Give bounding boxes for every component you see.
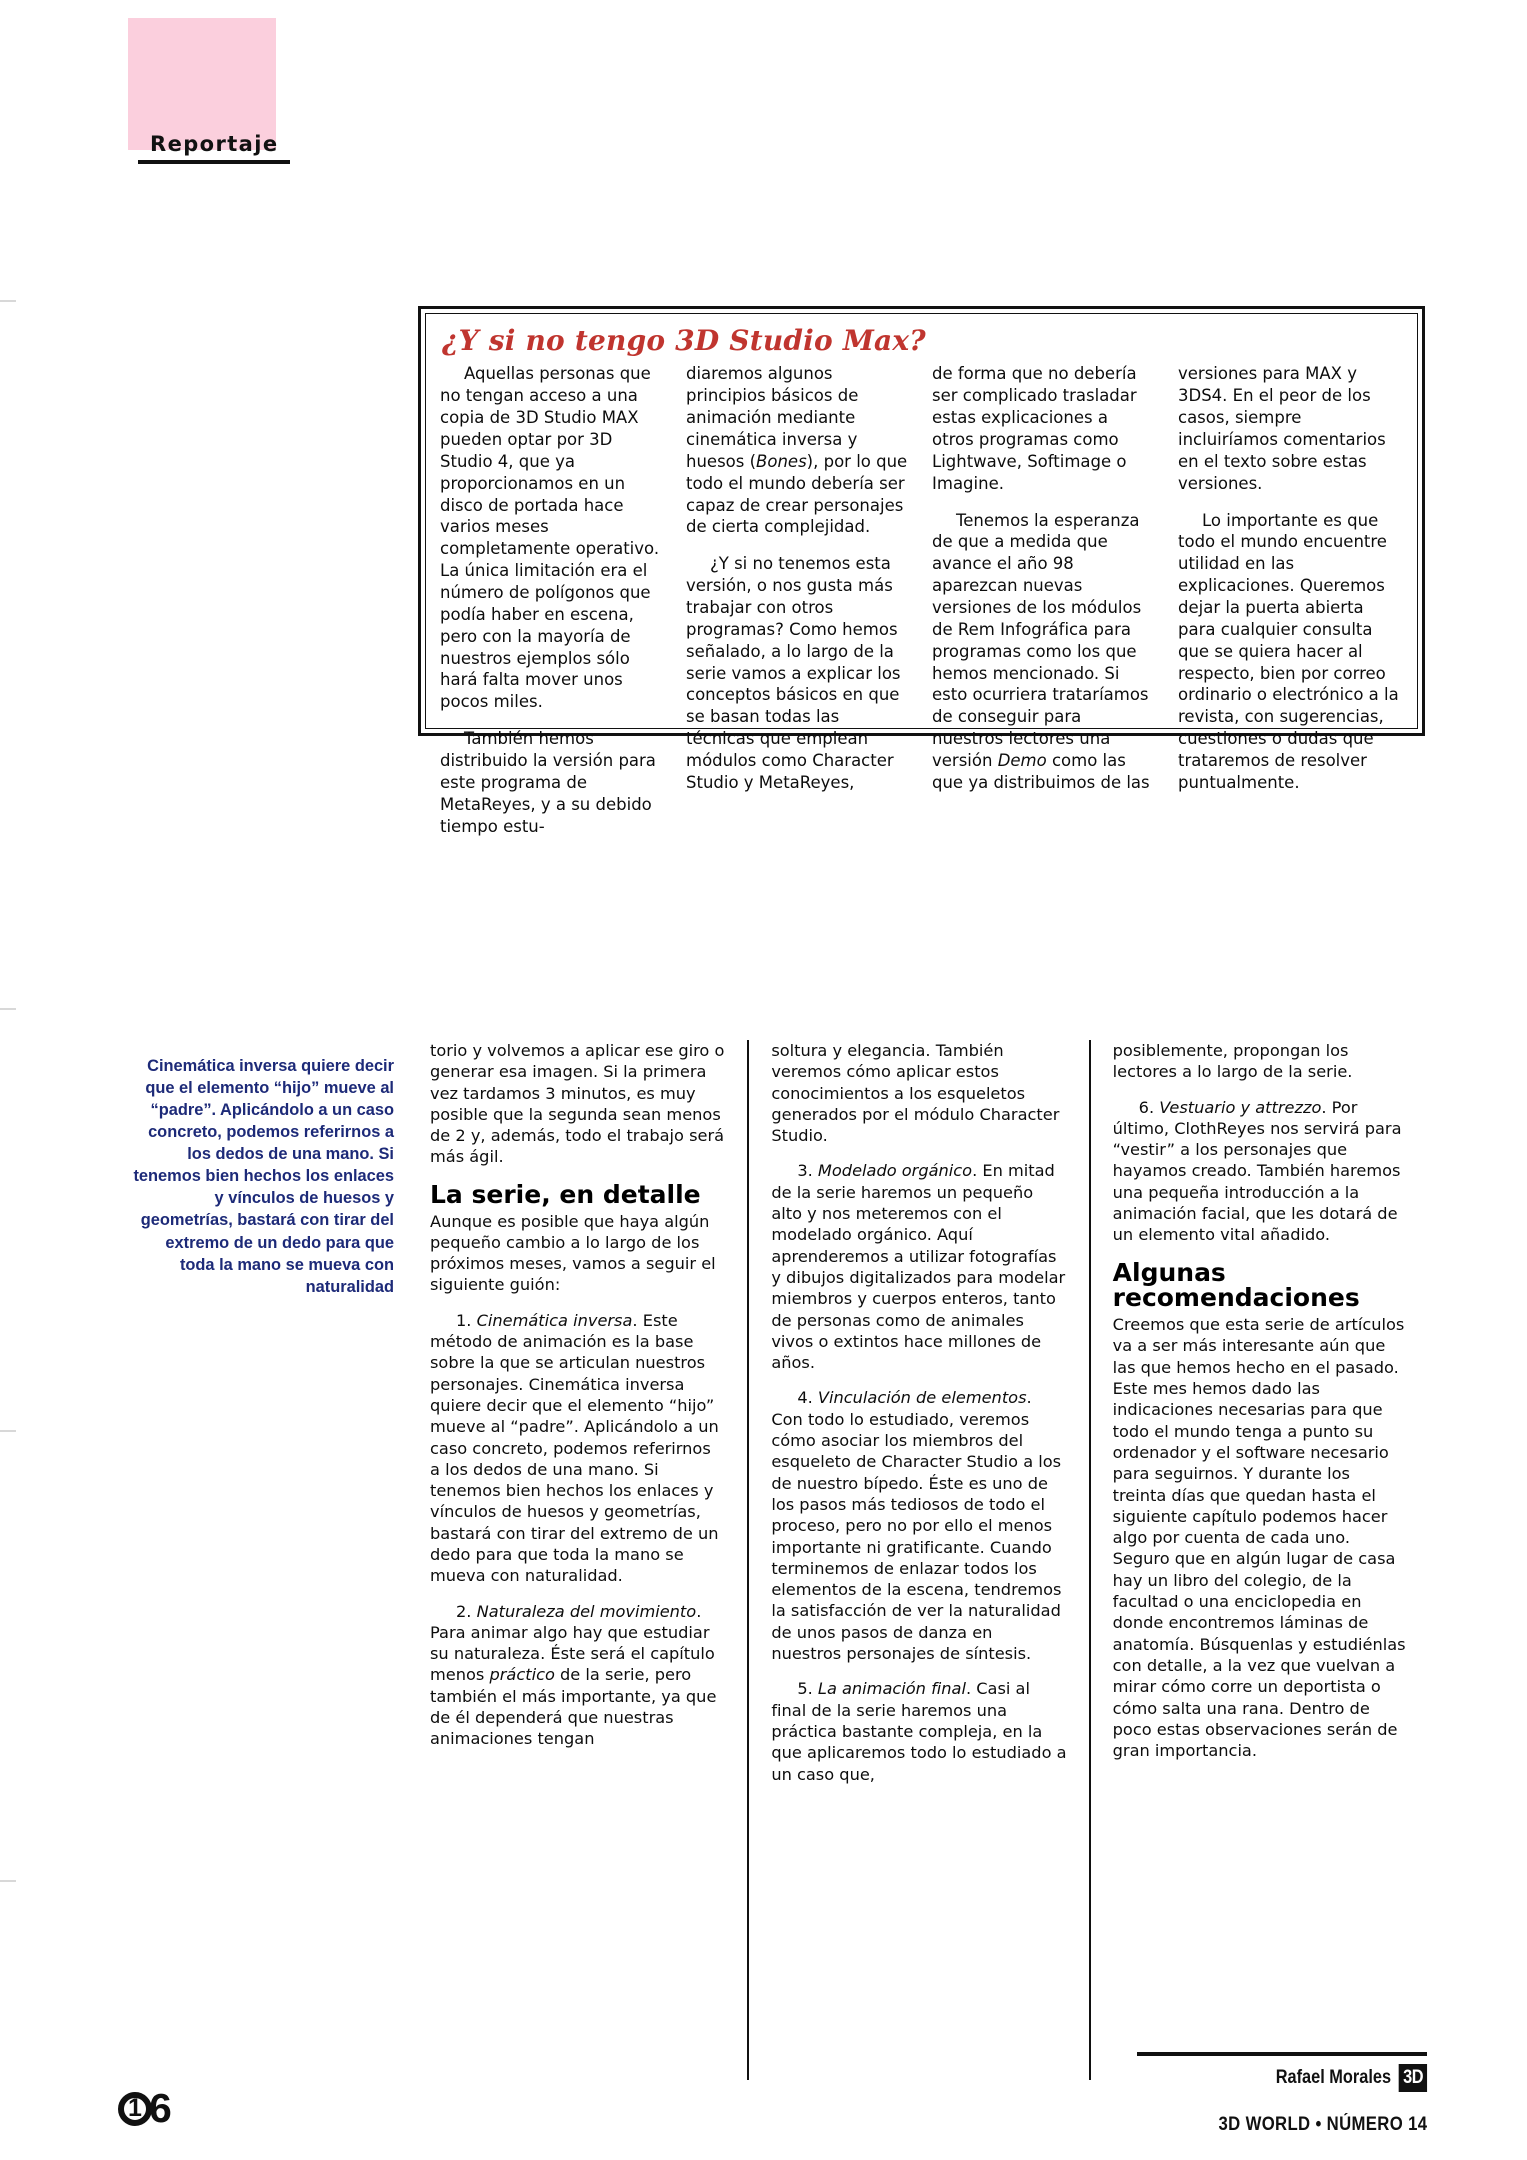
scan-edge-tick [0,300,16,302]
body-column-1 [430,1040,747,2080]
boxout-paragraph: También hemos distribuido la versión para este programa de MetaReyes, y a su debido tiempo estu- [440,729,656,836]
magazine-logo-badge: 3D [1398,2064,1427,2092]
section-heading-recomendaciones: Algunas recomendaciones [1112,1257,1360,1313]
folio-digit: 6 [149,2085,172,2131]
body-paragraph: 3. Modelado orgánico. En mitad de la serie haremos un pequeño alto y nos meteremos con el modelado orgánico. Aquí aprenderemos a utilizar fotografías y dibujos digitalizados para modelar miembros y cuerpos enteros, tanto de personas como de animales vivos o extintos hace millones de años. [771,1161,1066,1373]
boxout-paragraph: Lo importante es que todo el mundo encuentre utilidad en las explicaciones. Queremos dejar la puerta abierta para cualquier consulta que se quiera hacer al respecto, bien por correo ordinario o electrónico a la revista, con sugerencias, cuestiones o dudas que trataremos de resolver puntualmente. [1178,510,1399,792]
body-paragraph: 4. Vinculación de elementos. Con todo lo estudiado, veremos cómo asociar los miembros del esqueleto de Character Studio a los de nuestro bípedo. Éste es uno de los pasos más tediosos de todo el proceso, pero no por ello el menos importante ni gratificante. Cuando terminemos de enlazar todos los elementos de la escena, tendremos la satisfacción de ver la naturalidad de unos pasos de danza en nuestros personajes de síntesis. [771,1388,1062,1664]
byline [1275,2064,1427,2092]
boxout-paragraph: versiones para MAX y 3DS4. En el peor de los casos, siempre incluiríamos comentarios en el texto sobre estas versiones. [1178,364,1386,493]
margin-pullquote: Cinemática inversa quiere decir que el elemento “hijo” mueve al “padre”. Aplicándolo a un caso concreto, podemos referirnos a los dedos de una mano. Si tenemos bien hechos los enlaces y vínculos de huesos y geometrías, bastará con tirar del extremo de un dedo para que toda la mano se mueva con naturalidad [133,1057,394,1296]
body-paragraph: 6. Vestuario y attrezzo. Por último, ClothReyes nos servirá para “vestir” a los personajes que hayamos creado. También haremos una pequeña introducción a la animación facial, que les dotará de un elemento vital añadido. [1112,1097,1402,1245]
boxout-paragraph: ¿Y si no tenemos esta versión, o nos gusta más trabajar con otros programas? Como hemos señalado, a lo largo de la serie vamos a explicar los conceptos básicos en que se basan todas las técnicas que emplean módulos como Character Studio y MetaReyes, [686,554,901,792]
body-paragraph: posiblemente, propongan los lectores a lo largo de la serie. [1112,1041,1353,1082]
body-paragraph: torio y volvemos a aplicar ese giro o generar esa imagen. Si la primera vez tardamos 3 minutos, es muy posible que la segunda sean menos de 2 y, además, todo el trabajo será más ágil. [430,1041,725,1167]
byline-rule [1137,2052,1427,2056]
section-rule [138,160,290,164]
scan-edge-tick [0,1880,16,1882]
scan-edge-tick [0,1008,16,1010]
section-tab-block [128,18,276,150]
boxout-column-4 [1178,363,1400,808]
boxout-column-3 [932,363,1154,808]
body-paragraph: Aunque es posible que haya algún pequeño cambio a lo largo de los próximos meses, vamos a seguir el siguiente guión: [430,1211,716,1295]
boxout-title: ¿Y si no tengo 3D Studio Max? [442,324,926,357]
section-label: Reportaje [150,132,279,156]
boxout-paragraph: Aquellas personas que no tengan acceso a una copia de 3D Studio MAX pueden optar por 3D Studio 4, que ya proporcionamos en un disco de portada hace varios meses completamente operativo. La única limitación era el número de polígonos que podía haber en escena, pero con la mayoría de nuestros ejemplos sólo hará falta mover unos pocos miles. [440,364,660,712]
body-column-2 [747,1040,1088,2080]
body-column-3 [1089,1040,1430,2080]
body-paragraph: Creemos que esta serie de artículos va a ser más interesante aún que las que hemos hecho en el pasado. Este mes hemos dado las indicaciones necesarias para que todo el mundo tenga a punto su ordenador y el software necesario para seguirnos. Y durante los treinta días que quedan hasta el siguiente capítulo podemos hacer algo por cuenta de cada uno. Seguro que en algún lugar de casa hay un libro del colegio, de la facultad o una enciclopedia en donde encontremos láminas de anatomía. Búsquenlas y estudiénlas con detalle, a la vez que vuelvan a mirar cómo corre un deportista o cómo salta una rana. Dentro de poco estas observaciones serán de gran importancia. [1112,1315,1406,1761]
byline-author: Rafael Morales [1275,2067,1391,2088]
boxout-column-2 [686,363,908,808]
boxout-paragraph: diaremos algunos principios básicos de animación mediante cinemática inversa y huesos (Bones), por lo que todo el mundo debería ser capaz de crear personajes de cierta complejidad. [686,364,908,537]
body-paragraph: soltura y elegancia. También veremos cómo aplicar estos conocimientos a los esqueletos generados por el módulo Character Studio. [771,1041,1060,1146]
article-body [430,1040,1430,2080]
section-heading-la-serie: La serie, en detalle [430,1179,701,1209]
issue-line: 3D WORLD • NÚMERO 14 [1218,2114,1427,2135]
page-folio [118,2085,172,2131]
boxout-column-1 [440,363,662,852]
body-paragraph: 1. Cinemática inversa. Este método de animación es la base sobre la que se articulan nuestros personajes. Cinemática inversa quiere decir que el elemento “hijo” mueve al “padre”. Aplicándolo a un caso concreto, podemos referirnos a los dedos de una mano. Si tenemos bien hechos los enlaces y vínculos de huesos y geometrías, bastará con tirar del extremo de un dedo para que toda la mano se mueva con naturalidad. [430,1310,719,1586]
sidebar-boxout [418,306,1425,836]
body-paragraph: 5. La animación final. Casi al final de la serie haremos una práctica bastante compleja, en la que aplicaremos todo lo estudiado a un caso que, [771,1679,1067,1784]
scan-edge-tick [0,1430,16,1432]
body-paragraph: 2. Naturaleza del movimiento. Para animar algo hay que estudiar su naturaleza. Éste será el capítulo menos práctico de la serie, pero también el más importante, ya que de él dependerá que nuestras animaciones tengan [430,1601,717,1749]
boxout-paragraph: de forma que no debería ser complicado trasladar estas explicaciones a otros programas como Lightwave, Softimage o Imagine. [932,364,1137,493]
boxout-paragraph: Tenemos la esperanza de que a medida que avance el año 98 aparezcan nuevas versiones de los módulos de Rem Infográfica para programas como los que hemos mencionado. Si esto ocurriera trataríamos de conseguir para nuestros lectores una versión Demo como las que ya distribuimos de las [932,510,1150,792]
folio-ring-value: 1 [128,2093,142,2122]
folio-ring-digit [118,2092,152,2126]
boxout-columns [440,363,1403,852]
